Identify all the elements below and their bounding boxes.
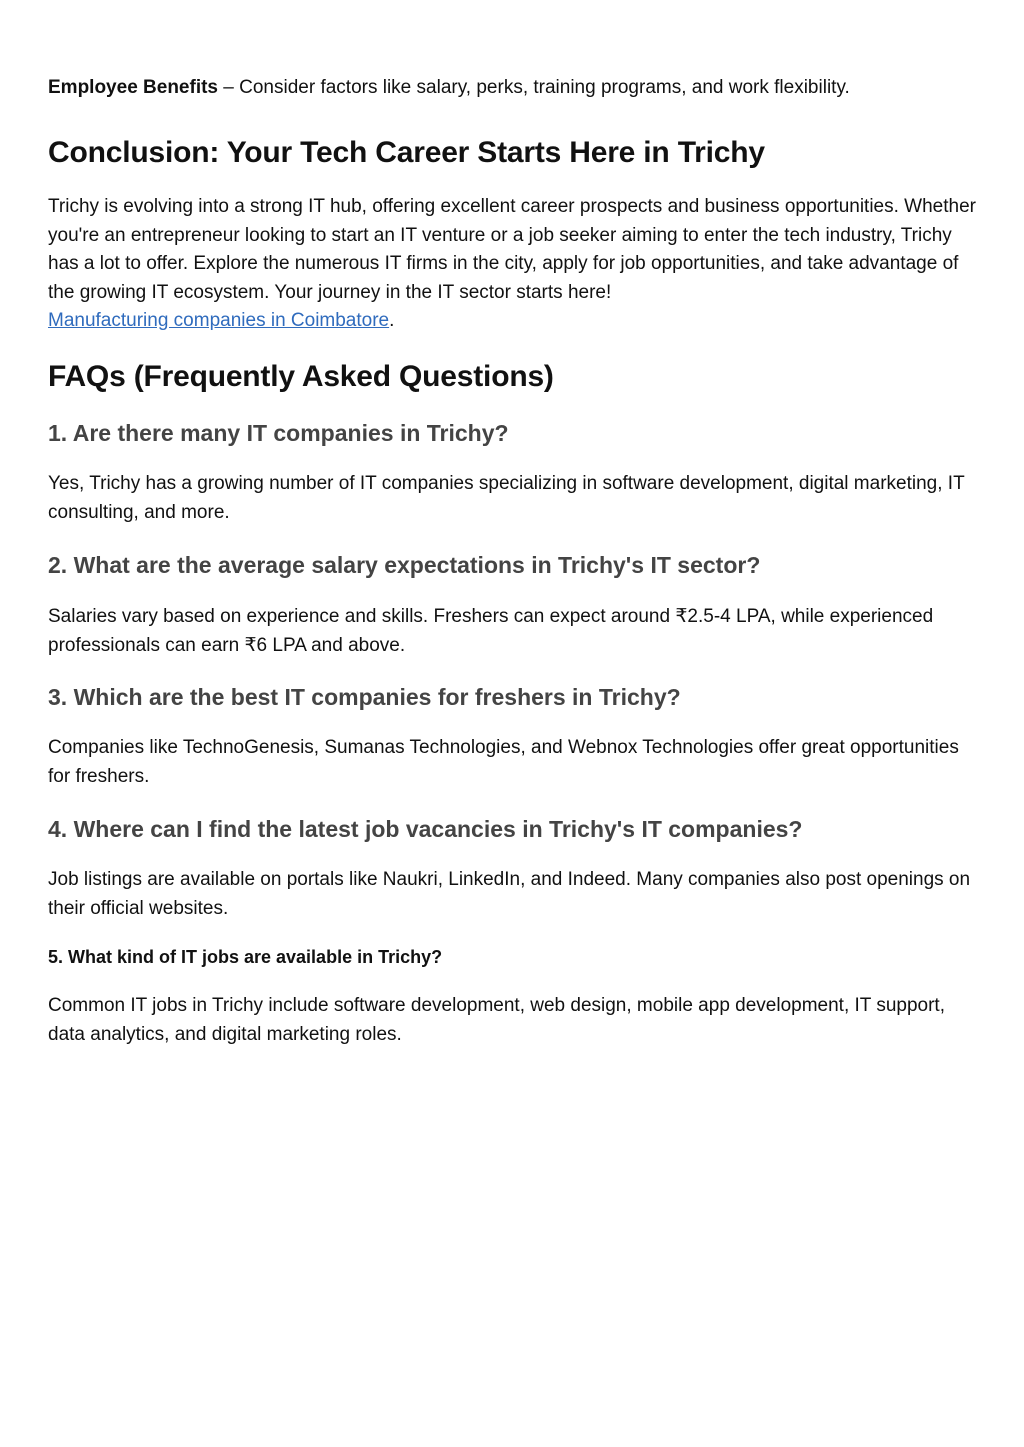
employee-benefits-text: – Consider factors like salary, perks, training programs, and work flexibility. [218,77,850,98]
employee-benefits-term: Employee Benefits [48,77,218,98]
faq-question-1: 1. Are there many IT companies in Trichy? [48,420,509,446]
faqs-heading: FAQs (Frequently Asked Questions) [48,360,554,393]
conclusion-paragraph [48,193,983,336]
faq-answer-5: Common IT jobs in Trichy include software development, web design, mobile app development, IT support, data analytics, and digital marketing roles. [48,995,945,1045]
conclusion-heading: Conclusion: Your Tech Career Starts Here in Trichy [48,136,765,169]
conclusion-text: Trichy is evolving into a strong IT hub, offering excellent career prospects and business opportunities. Whether you're an entrepreneur looking to start an IT venture or a job seeker aiming to enter the tech industry, Trichy has a lot to offer. Explore the numerous IT firms in the city, apply for job opportunities, and take advantage of the growing IT ecosystem. Your journey in the IT sector starts here! [48,196,976,303]
faq-question-3: 3. Which are the best IT companies for freshers in Trichy? [48,684,681,710]
faq-question-2: 2. What are the average salary expectations in Trichy's IT sector? [48,552,761,578]
faq-answer-1: Yes, Trichy has a growing number of IT companies specializing in software development, digital marketing, IT consulting, and more. [48,473,965,523]
faq-question-4: 4. Where can I find the latest job vacancies in Trichy's IT companies? [48,816,803,842]
faq-question-5: 5. What kind of IT jobs are available in Trichy? [48,947,443,967]
faq-answer-2: Salaries vary based on experience and skills. Freshers can expect around ₹2.5-4 LPA, while experienced professionals can earn ₹6 LPA and above. [48,606,934,656]
employee-benefits-item [48,74,983,102]
manufacturing-companies-link[interactable]: Manufacturing companies in Coimbatore [48,310,390,331]
link-suffix: . [389,310,395,331]
faq-answer-3: Companies like TechnoGenesis, Sumanas Technologies, and Webnox Technologies offer great opportunities for freshers. [48,737,959,787]
faq-answer-4: Job listings are available on portals like Naukri, LinkedIn, and Indeed. Many companies also post openings on their official websites. [48,869,971,919]
